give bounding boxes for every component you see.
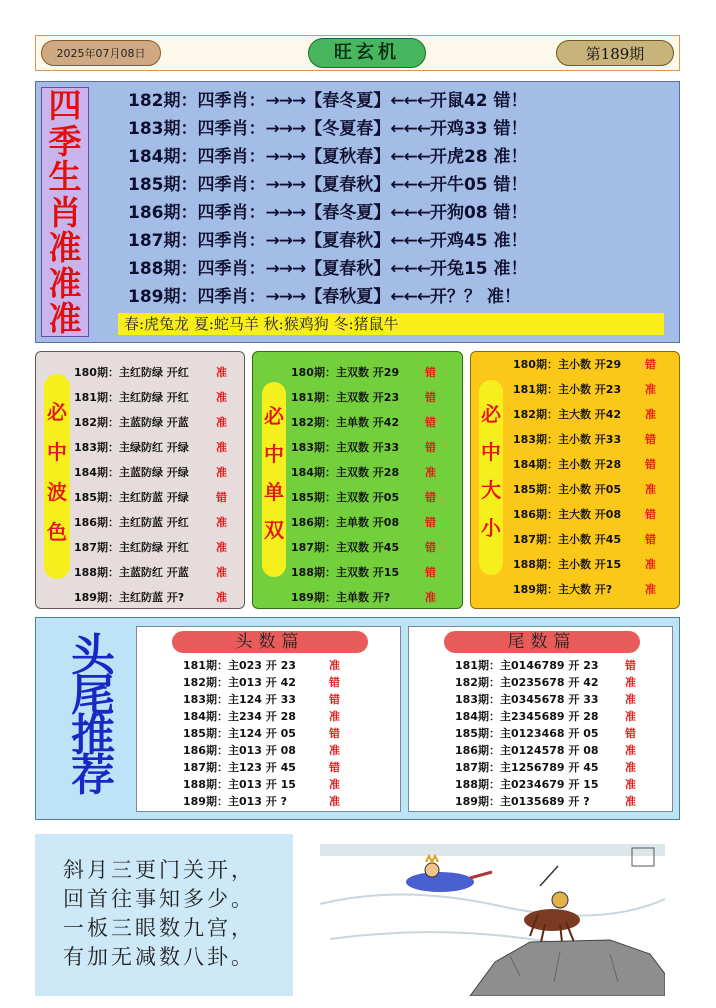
row-result: 准: [216, 541, 227, 554]
title-char: 头: [71, 630, 115, 681]
label-char: 单: [264, 480, 284, 504]
row-result: 准: [645, 408, 656, 421]
box-row: [513, 527, 656, 552]
arrow-right-icon: →→→: [265, 231, 306, 251]
row-text: 185期：主双数 开05: [291, 491, 400, 504]
row-text: 180期：主双数 开29: [291, 366, 400, 379]
row-result: 准: [425, 466, 436, 479]
row-text: 189期：主013 开 ?: [183, 795, 287, 808]
row-text: 186期：主0124578 开 08: [455, 744, 599, 757]
arrow-left-icon: ←←←: [390, 91, 430, 111]
big-small-list: [513, 352, 656, 602]
head-number-panel: [136, 626, 401, 812]
row-result: 错: [645, 508, 656, 521]
row-result: 准: [625, 795, 636, 808]
box-row: [513, 402, 656, 427]
row-text: 182期：主单数 开42: [291, 416, 400, 429]
row-result: 准: [216, 391, 227, 404]
row-text: 187期：主红防绿 开红: [74, 541, 189, 554]
arrow-left-icon: ←←←: [390, 203, 430, 223]
row-result: 准: [329, 744, 340, 757]
ht-row: [183, 657, 340, 674]
row-seasons: 【夏春秋】: [305, 259, 391, 279]
row-text: 188期：主013 开 15: [183, 778, 296, 791]
row-seasons: 【春冬夏】: [305, 91, 391, 111]
row-result: 错: [645, 358, 656, 371]
row-result: 错: [645, 458, 656, 471]
label-char: 必: [47, 400, 67, 424]
row-result: 准: [216, 566, 227, 579]
box-row: [291, 535, 436, 560]
row-text: 184期：主小数 开28: [513, 458, 622, 471]
box-row: [74, 510, 227, 535]
row-result: 准: [216, 441, 227, 454]
tail-number-list: [455, 657, 636, 810]
box-row: [513, 552, 656, 577]
row-text: 186期：主红防蓝 开红: [74, 516, 189, 529]
season-row: [128, 143, 528, 171]
ht-row: [455, 708, 636, 725]
row-text: 182期：主013 开 42: [183, 676, 296, 689]
poem-line: 一板三眼数九宫，: [63, 916, 255, 940]
row-result: 错！: [487, 175, 528, 195]
row-result: 准: [645, 583, 656, 596]
row-result: 准: [625, 761, 636, 774]
row-result: 准: [216, 516, 227, 529]
box-row: [513, 477, 656, 502]
box-row: [291, 510, 436, 535]
box-row: [513, 452, 656, 477]
row-result: 准: [216, 466, 227, 479]
arrow-right-icon: →→→: [265, 203, 306, 223]
wave-color-label: [44, 374, 70, 579]
ht-row: [455, 674, 636, 691]
box-row: [291, 435, 436, 460]
label-char: 色: [47, 520, 67, 544]
head-tail-title: [48, 630, 138, 801]
box-row: [74, 360, 227, 385]
row-text: 181期：主023 开 23: [183, 659, 296, 672]
row-text: 182期：主0235678 开 42: [455, 676, 599, 689]
row-result: 准: [625, 693, 636, 706]
title-char: 荐: [71, 750, 115, 801]
arrow-left-icon: ←←←: [390, 119, 430, 139]
row-result: 错！: [487, 91, 528, 111]
row-text: 189期：主单数 开?: [291, 591, 391, 604]
four-seasons-title: [41, 87, 89, 337]
row-text: 183期：主绿防红 开绿: [74, 441, 189, 454]
row-text: 188期：主蓝防红 开蓝: [74, 566, 189, 579]
date-badge: 2025年07月08日: [41, 40, 161, 66]
row-period: 183期：: [128, 119, 198, 139]
row-text: 189期：主0135689 开 ?: [455, 795, 590, 808]
box-row: [291, 560, 436, 585]
row-result: 错: [216, 491, 227, 504]
row-result: 准: [625, 778, 636, 791]
row-result: 准: [625, 676, 636, 689]
poem-line: 回首往事知多少。: [63, 887, 255, 911]
box-row: [513, 427, 656, 452]
ht-row: [455, 725, 636, 742]
label-char: 中: [47, 440, 67, 464]
box-row: [513, 377, 656, 402]
row-label: 四季肖：: [197, 119, 266, 139]
row-result: 准: [329, 659, 340, 672]
row-text: 184期：主蓝防绿 开绿: [74, 466, 189, 479]
row-text: 185期：主红防蓝 开绿: [74, 491, 189, 504]
row-period: 182期：: [128, 91, 198, 111]
row-result: 准: [625, 744, 636, 757]
tail-number-heading: 尾数篇: [444, 631, 640, 653]
box-row: [291, 410, 436, 435]
row-text: 187期：主123 开 45: [183, 761, 296, 774]
season-row: [128, 283, 528, 311]
arrow-left-icon: ←←←: [390, 259, 430, 279]
row-result: 错: [645, 533, 656, 546]
season-row: [128, 115, 528, 143]
box-row: [74, 410, 227, 435]
label-char: 必: [264, 404, 284, 428]
row-text: 187期：主双数 开45: [291, 541, 400, 554]
season-row: [128, 199, 528, 227]
box-row: [74, 560, 227, 585]
ht-row: [183, 776, 340, 793]
box-row: [291, 585, 436, 610]
row-draw: 开兔15: [429, 259, 488, 279]
row-label: 四季肖：: [197, 175, 266, 195]
arrow-left-icon: ←←←: [390, 287, 430, 307]
season-row: [128, 227, 528, 255]
ht-row: [455, 759, 636, 776]
row-text: 180期：主小数 开29: [513, 358, 622, 371]
row-text: 185期：主小数 开05: [513, 483, 622, 496]
row-seasons: 【夏秋春】: [305, 147, 391, 167]
row-text: 183期：主0345678 开 33: [455, 693, 599, 706]
box-row: [291, 385, 436, 410]
season-legend: 春:虎兔龙 夏:蛇马羊 秋:猴鸡狗 冬:猪鼠牛: [118, 313, 664, 335]
season-row: [128, 255, 528, 283]
row-result: 准！: [487, 147, 528, 167]
head-number-list: [183, 657, 340, 810]
title-char: 四: [48, 86, 82, 125]
arrow-left-icon: ←←←: [390, 175, 430, 195]
wave-color-box: [35, 351, 245, 609]
row-label: 四季肖：: [197, 259, 266, 279]
big-small-box: [470, 351, 680, 609]
row-text: 188期：主双数 开15: [291, 566, 400, 579]
row-result: 准: [329, 795, 340, 808]
row-result: 错！: [487, 119, 528, 139]
row-result: 错: [425, 391, 436, 404]
row-period: 186期：: [128, 203, 198, 223]
row-text: 185期：主124 开 05: [183, 727, 296, 740]
row-result: 错: [425, 491, 436, 504]
ht-row: [455, 776, 636, 793]
tail-number-panel: [408, 626, 673, 812]
row-result: 错: [645, 433, 656, 446]
row-result: 错: [425, 366, 436, 379]
row-text: 186期：主单数 开08: [291, 516, 400, 529]
odd-even-box: [252, 351, 463, 609]
label-char: 必: [481, 402, 501, 426]
row-result: 准！: [487, 231, 528, 251]
ht-row: [455, 657, 636, 674]
head-tail-section: [35, 617, 680, 820]
issue-badge: 第189期: [556, 40, 674, 66]
arrow-right-icon: →→→: [265, 91, 306, 111]
title-char: 尾: [71, 670, 115, 721]
arrow-right-icon: →→→: [265, 175, 306, 195]
label-char: 双: [264, 518, 284, 542]
wave-color-list: [74, 360, 227, 610]
row-result: 准: [216, 366, 227, 379]
row-result: 错: [425, 541, 436, 554]
row-text: 181期：主0146789 开 23: [455, 659, 599, 672]
row-text: 186期：主013 开 08: [183, 744, 296, 757]
row-period: 188期：: [128, 259, 198, 279]
ht-row: [183, 725, 340, 742]
title-char: 准: [48, 263, 82, 303]
row-period: 187期：: [128, 231, 198, 251]
row-result: 错: [625, 659, 636, 672]
row-text: 184期：主2345689 开 28: [455, 710, 599, 723]
box-row: [291, 485, 436, 510]
odd-even-label: [262, 382, 286, 577]
arrow-right-icon: →→→: [265, 147, 306, 167]
cartoon-svg: [320, 844, 665, 996]
ht-row: [183, 742, 340, 759]
label-char: 波: [47, 480, 67, 504]
row-text: 181期：主小数 开23: [513, 383, 622, 396]
row-period: 185期：: [128, 175, 198, 195]
box-row: [74, 485, 227, 510]
arrow-right-icon: →→→: [265, 259, 306, 279]
row-draw: 开牛05: [429, 175, 488, 195]
row-text: 184期：主双数 开28: [291, 466, 400, 479]
odd-even-list: [291, 360, 436, 610]
row-seasons: 【春冬夏】: [305, 203, 391, 223]
row-result: 错: [329, 693, 340, 706]
row-text: 189期：主大数 开?: [513, 583, 613, 596]
row-result: 错: [425, 441, 436, 454]
row-result: 准！: [487, 259, 528, 279]
row-label: 四季肖：: [197, 203, 266, 223]
season-row: [128, 87, 528, 115]
row-period: 189期：: [128, 287, 198, 307]
row-text: 184期：主234 开 28: [183, 710, 296, 723]
four-seasons-section: [35, 81, 680, 343]
row-text: 182期：主蓝防绿 开蓝: [74, 416, 189, 429]
row-label: 四季肖：: [197, 287, 266, 307]
box-row: [513, 352, 656, 377]
row-text: 186期：主大数 开08: [513, 508, 622, 521]
row-result: 错: [425, 416, 436, 429]
poem-box: [35, 834, 293, 996]
ht-row: [183, 759, 340, 776]
row-draw: 开鼠42: [429, 91, 488, 111]
row-result: 错: [425, 516, 436, 529]
title-char: 生: [48, 157, 82, 196]
row-draw: 开鸡45: [429, 231, 488, 251]
row-text: 182期：主大数 开42: [513, 408, 622, 421]
header-bar: [35, 35, 680, 71]
row-label: 四季肖：: [197, 91, 266, 111]
season-row: [128, 171, 528, 199]
row-result: 准: [329, 710, 340, 723]
row-text: 180期：主红防绿 开红: [74, 366, 189, 379]
label-char: 中: [481, 440, 501, 464]
four-seasons-list: [128, 87, 528, 311]
title-char: 季: [48, 121, 82, 161]
ht-row: [455, 691, 636, 708]
row-result: 准: [645, 558, 656, 571]
row-seasons: 【夏春秋】: [305, 231, 391, 251]
row-result: 准: [329, 778, 340, 791]
ht-row: [183, 674, 340, 691]
row-draw: 开？？: [429, 287, 481, 307]
box-row: [74, 535, 227, 560]
row-draw: 开狗08: [429, 203, 488, 223]
row-text: 189期：主红防蓝 开?: [74, 591, 185, 604]
row-seasons: 【春秋夏】: [305, 287, 391, 307]
arrow-left-icon: ←←←: [390, 231, 430, 251]
ht-row: [455, 742, 636, 759]
arrow-right-icon: →→→: [265, 119, 306, 139]
row-seasons: 【夏春秋】: [305, 175, 391, 195]
row-result: 准: [625, 710, 636, 723]
row-draw: 开鸡33: [429, 119, 488, 139]
ht-row: [183, 691, 340, 708]
box-row: [291, 460, 436, 485]
row-result: 准: [425, 591, 436, 604]
row-result: 准: [645, 383, 656, 396]
arrow-left-icon: ←←←: [390, 147, 430, 167]
box-row: [74, 435, 227, 460]
row-text: 183期：主小数 开33: [513, 433, 622, 446]
box-row: [74, 460, 227, 485]
row-period: 184期：: [128, 147, 198, 167]
ht-row: [183, 708, 340, 725]
row-text: 187期：主1256789 开 45: [455, 761, 599, 774]
arrow-right-icon: →→→: [265, 287, 306, 307]
row-text: 183期：主双数 开33: [291, 441, 400, 454]
row-result: 错: [625, 727, 636, 740]
row-draw: 开虎28: [429, 147, 488, 167]
poem-line: 斜月三更门关开，: [63, 858, 255, 882]
ht-row: [455, 793, 636, 810]
title-char: 准: [48, 299, 82, 338]
row-text: 181期：主红防绿 开红: [74, 391, 189, 404]
row-result: 准: [645, 483, 656, 496]
label-char: 大: [481, 478, 501, 502]
box-row: [74, 585, 227, 610]
ht-row: [183, 793, 340, 810]
title-char: 肖: [48, 192, 82, 232]
title-char: 准: [48, 228, 82, 267]
row-result: 错: [329, 761, 340, 774]
row-text: 188期：主0234679 开 15: [455, 778, 599, 791]
row-label: 四季肖：: [197, 231, 266, 251]
row-result: 准: [216, 416, 227, 429]
title-char: 推: [71, 710, 115, 761]
box-row: [291, 360, 436, 385]
poem-line: 有加无减数八卦。: [63, 945, 255, 969]
row-result: 准！: [480, 287, 521, 307]
row-text: 183期：主124 开 33: [183, 693, 296, 706]
head-number-heading: 头数篇: [172, 631, 368, 653]
row-result: 错！: [487, 203, 528, 223]
label-char: 中: [264, 442, 284, 466]
row-result: 错: [425, 566, 436, 579]
big-small-label: [479, 380, 503, 575]
flying-figure: [406, 872, 474, 892]
box-row: [513, 577, 656, 602]
box-row: [74, 385, 227, 410]
row-result: 准: [216, 591, 227, 604]
row-seasons: 【冬夏春】: [305, 119, 391, 139]
cartoon-illustration: [320, 844, 665, 996]
row-result: 错: [329, 676, 340, 689]
row-result: 错: [329, 727, 340, 740]
row-text: 185期：主0123468 开 05: [455, 727, 599, 740]
page-title: 旺玄机: [308, 38, 426, 68]
row-label: 四季肖：: [197, 147, 266, 167]
row-text: 187期：主小数 开45: [513, 533, 622, 546]
row-text: 181期：主双数 开23: [291, 391, 400, 404]
label-char: 小: [481, 516, 501, 540]
box-row: [513, 502, 656, 527]
row-text: 188期：主小数 开15: [513, 558, 622, 571]
